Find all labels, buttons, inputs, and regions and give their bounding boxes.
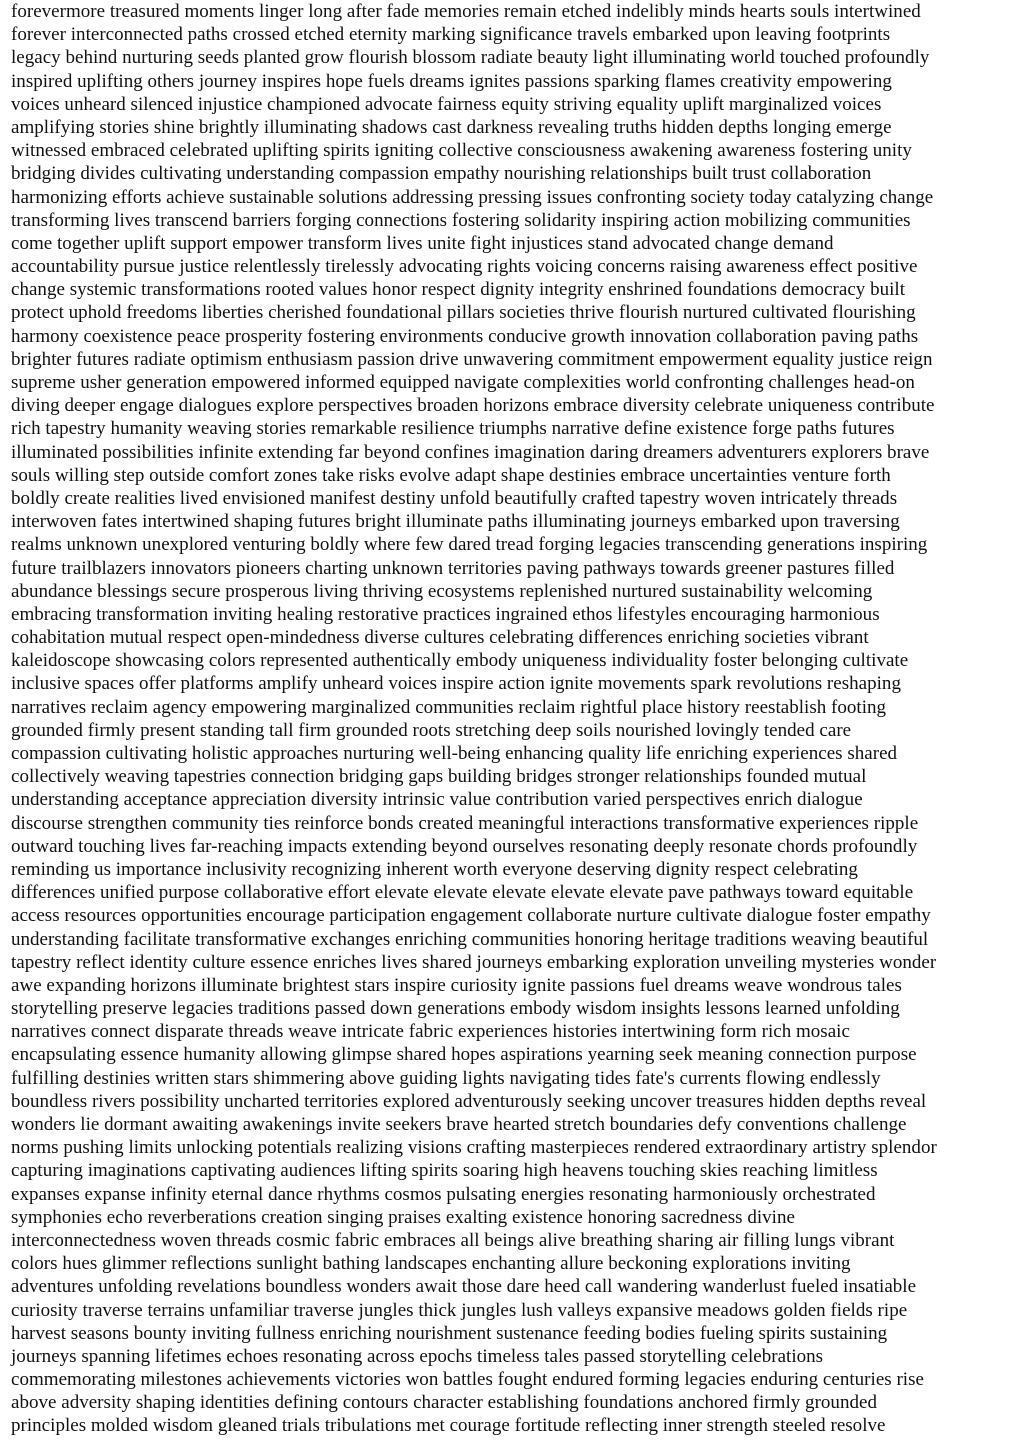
- text-line: cohabitation mutual respect open-mindedness diverse cultures celebrating differences enriching societies vibrant: [11, 627, 869, 649]
- text-line: interwoven fates intertwined shaping futures bright illuminate paths illuminating journeys embarked upon traversing: [11, 511, 900, 533]
- text-line: understanding facilitate transformative exchanges enriching communities honoring heritage traditions weaving beautiful: [11, 928, 929, 950]
- text-line: tapestry reflect identity culture essence enriches lives shared journeys embarking exploration unveiling mysteries wonder: [11, 951, 937, 973]
- text-line: understanding acceptance appreciation diversity intrinsic value contribution varied perspectives enrich dialogue: [11, 789, 863, 811]
- text-line: voices unheard silenced injustice championed advocate fairness equity striving equality uplift marginalized voices: [11, 93, 882, 115]
- text-line: outward touching lives far-reaching impacts extending beyond ourselves resonating deeply resonate chords profoundly: [11, 835, 918, 857]
- text-line: compassion cultivating holistic approaches nurturing well-being enhancing quality life enriching experiences shared: [11, 743, 898, 764]
- text-line: come together uplift support empower transform lives unite fight injustices stand advocated change demand: [11, 232, 834, 254]
- text-line: future trailblazers innovators pioneers charting unknown territories paving pathways towards greener pastures filled: [11, 557, 895, 579]
- text-line: inclusive spaces offer platforms amplify unheard voices inspire action ignite movements spark revolutions reshaping: [11, 673, 901, 695]
- text-line: above adversity shaping identities defining contours character establishing foundations anchored firmly grounded: [11, 1392, 877, 1414]
- text-line: reminding us importance inclusivity recognizing inherent worth everyone deserving dignity respect celebrating: [11, 858, 858, 880]
- text-line: inspired uplifting others journey inspires hope fuels dreams ignites passions sparking flames creativity empowering: [11, 70, 892, 92]
- text-line: embracing transformation inviting healing restorative practices ingrained ethos lifestyles encouraging harmonious: [11, 603, 880, 625]
- text-line: bridging divides cultivating understanding compassion empathy nourishing relationships built trust collaboration: [11, 163, 872, 185]
- text-line: harmonizing efforts achieve sustainable solutions addressing pressing issues confronting society today catalyzing change: [11, 186, 934, 208]
- text-line: adventures unfolding revelations boundless wonders await those dare heed call wandering wanderlust fueled insatiable: [11, 1276, 917, 1298]
- text-block: [11, 0, 1016, 1438]
- text-line: narratives connect disparate threads weave intricate fabric experiences histories intertwining form rich mosaic: [11, 1021, 850, 1043]
- text-line: supreme usher generation empowered informed equipped navigate complexities world confronting challenges head-on: [11, 372, 915, 393]
- text-line: collectively weaving tapestries connection bridging gaps building bridges stronger relationships founded mutual: [11, 766, 867, 788]
- text-line: differences unified purpose collaborative effort elevate elevate elevate elevate elevate pave pathways toward equitable: [11, 882, 914, 904]
- text-line: encapsulating essence humanity allowing glimpse shared hopes aspirations yearning seek meaning connection purpose: [11, 1044, 917, 1066]
- text-line: boundless rivers possibility uncharted territories explored adventurously seeking uncover treasures hidden depths reveal: [11, 1090, 927, 1112]
- text-line: rich tapestry humanity weaving stories remarkable resilience triumphs narrative define existence forge paths futures: [11, 418, 895, 440]
- text-line: storytelling preserve legacies traditions passed down generations embody wisdom insights lessons learned unfolding: [11, 998, 900, 1020]
- text-line: realms unknown unexplored venturing boldly where few dared tread forging legacies transcending generations inspiring: [11, 534, 928, 556]
- text-line: awe expanding horizons illuminate brightest stars inspire curiosity ignite passions fuel dreams weave wondrous tales: [11, 974, 902, 996]
- text-line: wonders lie dormant awaiting awakenings invite seekers brave hearted stretch boundaries defy conventions challenge: [11, 1114, 907, 1135]
- text-line: interconnectedness woven threads cosmic fabric embraces all beings alive breathing sharing air filling lungs vibrant: [11, 1229, 895, 1251]
- text-line: amplifying stories shine brightly illuminating shadows cast darkness revealing truths hidden depths longing emerge: [11, 116, 892, 138]
- text-line: symphonies echo reverberations creation singing praises exalting existence honoring sacredness divine: [11, 1206, 795, 1228]
- text-line: accountability pursue justice relentlessly tirelessly advocating rights voicing concerns raising awareness effect positive: [11, 256, 918, 278]
- text-line: diving deeper engage dialogues explore perspectives broaden horizons embrace diversity celebrate uniqueness contribute: [11, 395, 935, 417]
- text-line: narratives reclaim agency empowering marginalized communities reclaim rightful place history reestablish footing: [11, 696, 887, 718]
- text-line: protect uphold freedoms liberties cherished foundational pillars societies thrive flourish nurtured cultivated flourishing: [11, 302, 916, 324]
- text-line: kaleidoscope showcasing colors represented authentically embody uniqueness individuality foster belonging cultivate: [11, 650, 909, 672]
- text-line: principles molded wisdom gleaned trials tribulations met courage fortitude reflecting inner strength steeled resolve: [11, 1415, 886, 1437]
- text-line: boldly create realities lived envisioned manifest destiny unfold beautifully crafted tapestry woven intricately threads: [11, 487, 898, 509]
- text-line: journeys spanning lifetimes echoes resonating across epochs timeless tales passed storytelling celebrations: [11, 1345, 824, 1367]
- text-line: norms pushing limits unlocking potentials realizing visions crafting masterpieces rendered extraordinary artistry splendor: [11, 1137, 937, 1159]
- text-line: capturing imaginations captivating audiences lifting spirits soaring high heavens touching skies reaching limitless: [11, 1160, 878, 1182]
- text-line: expanses expanse infinity eternal dance rhythms cosmos pulsating energies resonating harmoniously orchestrated: [11, 1183, 876, 1205]
- text-line: illuminated possibilities infinite extending far beyond confines imagination daring dreamers adventurers explorers brave: [11, 441, 930, 463]
- text-line: fulfilling destinies written stars shimmering above guiding lights navigating tides fate's currents flowing endlessly: [11, 1067, 881, 1089]
- text-line: harvest seasons bounty inviting fullness enriching nourishment sustenance feeding bodies fueling spirits sustaining: [11, 1322, 888, 1344]
- text-line: discourse strengthen community ties reinforce bonds created meaningful interactions transformative experiences ripple: [11, 812, 919, 834]
- text-line: grounded firmly present standing tall firm grounded roots stretching deep soils nourished lovingly tended care: [11, 719, 852, 741]
- text-line: transforming lives transcend barriers forging connections fostering solidarity inspiring action mobilizing communities: [11, 209, 911, 231]
- text-line: forever interconnected paths crossed etched eternity marking significance travels embarked upon leaving footprints: [11, 24, 891, 46]
- text-line: witnessed embraced celebrated uplifting spirits igniting collective consciousness awakening awareness fostering unity: [11, 140, 912, 162]
- text-line: change systemic transformations rooted values honor respect dignity integrity enshrined foundations democracy built: [11, 279, 906, 301]
- text-line: commemorating milestones achievements victories won battles fought endured forming legacies enduring centuries rise: [11, 1369, 924, 1391]
- text-line: access resources opportunities encourage participation engagement collaborate nurture cultivate dialogue foster empathy: [11, 905, 931, 927]
- text-line: brighter futures radiate optimism enthusiasm passion drive unwavering commitment empowerment equality justice reign: [11, 348, 933, 370]
- text-line: legacy behind nurturing seeds planted grow flourish blossom radiate beauty light illuminating world touched profoundly: [11, 47, 930, 69]
- text-line: forevermore treasured moments linger long after fade memories remain etched indelibly minds hearts souls intertwined: [11, 1, 921, 22]
- text-line: colors hues glimmer reflections sunlight bathing landscapes enchanting allure beckoning explorations inviting: [11, 1253, 851, 1275]
- text-line: harmony coexistence peace prosperity fostering environments conducive growth innovation collaboration paving paths: [11, 325, 919, 347]
- text-line: curiosity traverse terrains unfamiliar traverse jungles thick jungles lush valleys expansive meadows golden fields ripe: [11, 1299, 908, 1321]
- text-line: abundance blessings secure prosperous living thriving ecosystems replenished nurtured sustainability welcoming: [11, 580, 873, 602]
- text-line: souls willing step outside comfort zones take risks evolve adapt shape destinies embrace uncertainties venture forth: [11, 464, 891, 486]
